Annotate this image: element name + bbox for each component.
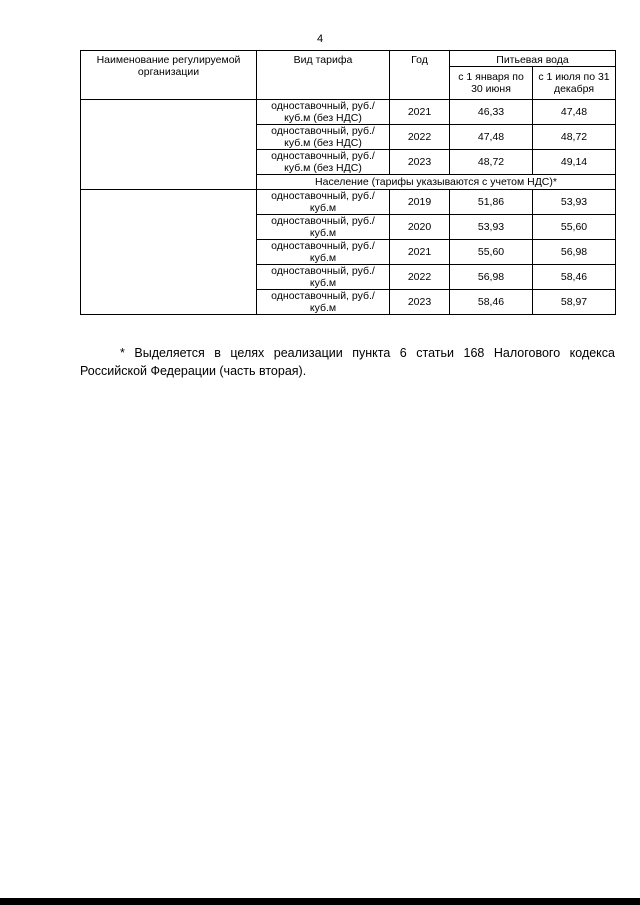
year-cell: 2023 [390,290,450,315]
table-header-row [81,51,616,67]
organization-cell [81,190,257,315]
tariff-type-cell: одноставочный, руб./куб.м [257,190,390,215]
table-row [81,190,616,215]
tariff-type-cell: одноставочный, руб./куб.м (без НДС) [257,150,390,175]
year-cell: 2020 [390,215,450,240]
year-cell: 2023 [390,150,450,175]
value-period-1-cell: 56,98 [450,265,533,290]
tariff-type-cell: одноставочный, руб./куб.м (без НДС) [257,125,390,150]
tariff-table [80,50,616,315]
population-label: Население (тарифы указываются с учетом НДС)* [257,175,616,190]
value-period-2-cell: 58,97 [533,290,616,315]
value-period-2-cell: 58,46 [533,265,616,290]
value-period-1-cell: 48,72 [450,150,533,175]
table-row [81,100,616,125]
header-organization: Наименование регулируемой организации [81,51,257,100]
header-period-1: с 1 января по 30 июня [450,67,533,100]
value-period-1-cell: 58,46 [450,290,533,315]
header-period-2: с 1 июля по 31 декабря [533,67,616,100]
year-cell: 2019 [390,190,450,215]
organization-cell [81,100,257,190]
tariff-type-cell: одноставочный, руб./куб.м [257,265,390,290]
value-period-1-cell: 46,33 [450,100,533,125]
value-period-2-cell: 48,72 [533,125,616,150]
tariff-type-cell: одноставочный, руб./куб.м [257,290,390,315]
header-year: Год [390,51,450,100]
year-cell: 2022 [390,265,450,290]
year-cell: 2022 [390,125,450,150]
header-drinking-water: Питьевая вода [450,51,616,67]
value-period-2-cell: 49,14 [533,150,616,175]
value-period-2-cell: 47,48 [533,100,616,125]
value-period-1-cell: 55,60 [450,240,533,265]
footnote: * Выделяется в целях реализации пункта 6 статьи 168 Налогового кодекса Российской Федерации (часть вторая). [80,345,615,378]
value-period-1-cell: 51,86 [450,190,533,215]
value-period-2-cell: 53,93 [533,190,616,215]
value-period-1-cell: 53,93 [450,215,533,240]
tariff-type-cell: одноставочный, руб./куб.м [257,240,390,265]
year-cell: 2021 [390,240,450,265]
year-cell: 2021 [390,100,450,125]
value-period-2-cell: 55,60 [533,215,616,240]
scan-edge-bar [0,898,640,905]
page-number: 4 [316,33,324,45]
header-tariff-type: Вид тарифа [257,51,390,100]
value-period-1-cell: 47,48 [450,125,533,150]
tariff-type-cell: одноставочный, руб./куб.м [257,215,390,240]
tariff-type-cell: одноставочный, руб./куб.м (без НДС) [257,100,390,125]
value-period-2-cell: 56,98 [533,240,616,265]
